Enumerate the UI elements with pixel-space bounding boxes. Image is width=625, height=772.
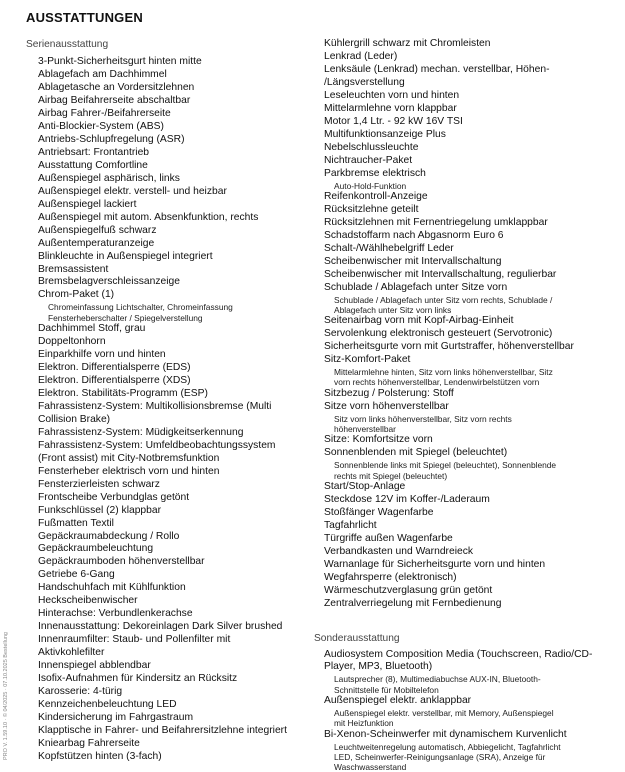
- equipment-item: Rücksitzlehne geteilt: [324, 203, 419, 215]
- equipment-item: Türgriffe außen Wagenfarbe: [324, 532, 453, 544]
- equipment-item: Kindersicherung im Fahrgastraum: [38, 712, 194, 724]
- equipment-item: Rücksitzlehnen mit Fernentriegelung umklappbar: [324, 216, 548, 228]
- equipment-item: Motor 1,4 Ltr. - 92 kW 16V TSI: [324, 115, 463, 127]
- equipment-item: Zentralverriegelung mit Fernbedienung: [324, 597, 502, 609]
- equipment-item: Wegfahrsperre (elektronisch): [324, 571, 457, 583]
- equipment-item: /Längsverstellung: [324, 76, 405, 88]
- equipment-item: Hinterachse: Verbundlenkerachse: [38, 608, 193, 620]
- equipment-detail: vorn rechts höhenverstellbar, Lendenwirbelstützen vorn: [334, 377, 540, 388]
- equipment-item: Audiosystem Composition Media (Touchscreen, Radio/CD-: [324, 648, 593, 660]
- equipment-item: (Front assist) mit City-Notbremsfunktion: [38, 452, 220, 464]
- equipment-item: Getriebe 6-Gang: [38, 569, 115, 581]
- equipment-item: Player, MP3, Bluetooth): [324, 661, 433, 673]
- equipment-item: Ablagetasche an Vordersitzlehnen: [38, 81, 195, 93]
- equipment-item: Fensterzierleisten schwarz: [38, 478, 160, 490]
- equipment-item: Tagfahrlicht: [324, 519, 377, 531]
- left-equipment-list: [38, 56, 310, 764]
- equipment-item: Innenraumfilter: Staub- und Pollenfilter mit: [38, 634, 231, 646]
- equipment-item: Gepäckraumbeleuchtung: [38, 543, 154, 555]
- equipment-item: Collision Brake): [38, 413, 111, 425]
- equipment-item: Sicherheitsgurte vorn mit Gurtstraffer, höhenverstellbar: [324, 341, 574, 353]
- equipment-item: Klapptische in Fahrer- und Beifahrersitzlehne integriert: [38, 725, 287, 737]
- equipment-item: Chrom-Paket (1): [38, 289, 115, 301]
- equipment-item: Mittelarmlehne vorn klappbar: [324, 102, 457, 114]
- equipment-item: Frontscheibe Verbundglas getönt: [38, 491, 190, 503]
- equipment-item: Multifunktionsanzeige Plus: [324, 128, 446, 140]
- equipment-item: Isofix-Aufnahmen für Kindersitz an Rücksitz: [38, 673, 238, 685]
- equipment-item: Verbandkasten und Warndreieck: [324, 545, 474, 557]
- equipment-item: Wärmeschutzverglasung grün getönt: [324, 584, 493, 596]
- equipment-item: Leseleuchten vorn und hinten: [324, 89, 460, 101]
- equipment-detail: mit Heizfunktion: [334, 718, 394, 729]
- serienausstattung-heading: Serienausstattung: [26, 39, 109, 50]
- sonder-equipment-list: [324, 649, 614, 772]
- equipment-item: Nichtraucher-Paket: [324, 154, 413, 166]
- equipment-item: Schublade / Ablagefach unter Sitze vorn: [324, 281, 508, 293]
- equipment-item: Servolenkung elektronisch gesteuert (Servotronic): [324, 328, 553, 340]
- equipment-item: Start/Stop-Anlage: [324, 480, 406, 492]
- equipment-item: Schadstoffarm nach Abgasnorm Euro 6: [324, 229, 504, 241]
- equipment-item: Außenspiegel asphärisch, links: [38, 172, 180, 184]
- equipment-item: Kniearbag Fahrerseite: [38, 738, 140, 749]
- equipment-detail: Lautsprecher (8), Multimediabuchse AUX-IN, Bluetooth-: [334, 674, 541, 685]
- equipment-item: Gepäckraumabdeckung / Rollo: [38, 530, 180, 542]
- equipment-detail: Sitz vorn links höhenverstellbar, Sitz vorn rechts: [334, 413, 512, 424]
- equipment-item: Airbag Beifahrerseite abschaltbar: [38, 94, 191, 106]
- equipment-item: Elektron. Differentialsperre (XDS): [38, 374, 191, 386]
- equipment-item: Einparkhilfe vorn und hinten: [38, 348, 166, 360]
- equipment-item: Nebelschlussleuchte: [324, 141, 419, 153]
- equipment-detail: Außenspiegel elektr. verstellbar, mit Memory, Außenspiegel: [334, 708, 554, 719]
- equipment-item: Lenksäule (Lenkrad) mechan. verstellbar, Höhen-: [324, 63, 550, 75]
- equipment-detail: Waschwasserstand: [334, 762, 407, 772]
- equipment-item: Außenspiegelfuß schwarz: [38, 224, 157, 236]
- equipment-item: Außenspiegel elektr. verstell- und heizbar: [38, 185, 227, 197]
- equipment-item: Handschuhfach mit Kühlfunktion: [38, 582, 186, 594]
- equipment-item: Karosserie: 4-türig: [38, 686, 123, 698]
- equipment-item: Fußmatten Textil: [38, 517, 114, 529]
- equipment-item: Parkbremse elektrisch: [324, 167, 426, 179]
- equipment-detail: Leuchtweitenregelung automatisch, Abbiegelicht, Tagfahrlicht: [334, 741, 561, 752]
- equipment-item: Steckdose 12V im Koffer-/Laderaum: [324, 493, 490, 505]
- equipment-item: Bi-Xenon-Scheinwerfer mit dynamischem Kurvenlicht: [324, 728, 567, 740]
- equipment-item: Seitenairbag vorn mit Kopf-Airbag-Einheit: [324, 315, 514, 327]
- equipment-item: Ausstattung Comfortline: [38, 159, 148, 171]
- equipment-item: Blinkleuchte in Außenspiegel integriert: [38, 250, 213, 262]
- equipment-item: Fahrassistenz-System: Müdigkeitserkennung: [38, 426, 244, 438]
- equipment-detail: Schnittstelle für Mobiltelefon: [334, 684, 439, 695]
- equipment-detail: LED, Scheinwerfer-Reinigungsanlage (SRA), Anzeige für: [334, 751, 546, 762]
- equipment-item: Gepäckraumboden höhenverstellbar: [38, 556, 205, 568]
- equipment-item: Bremsassistent: [38, 263, 109, 275]
- equipment-item: 3-Punkt-Sicherheitsgurt hinten mitte: [38, 56, 202, 67]
- equipment-item: Sitze vorn höhenverstellbar: [324, 400, 449, 412]
- equipment-item: Anti-Blockier-System (ABS): [38, 120, 164, 132]
- equipment-item: Sonnenblenden mit Spiegel (beleuchtet): [324, 447, 508, 459]
- equipment-detail: Sonnenblende links mit Spiegel (beleuchtet), Sonnenblende: [334, 460, 557, 471]
- equipment-item: Fensterheber elektrisch vorn und hinten: [38, 465, 220, 477]
- equipment-item: Fahrassistenz-System: Multikollisionsbremse (Multi: [38, 400, 272, 412]
- equipment-item: Innenspiegel abblendbar: [38, 660, 151, 672]
- equipment-detail: Schublade / Ablagefach unter Sitz vorn rechts, Schublade /: [334, 294, 553, 305]
- equipment-detail: Mittelarmlehne hinten, Sitz vorn links höhenverstellbar, Sitz: [334, 367, 553, 378]
- equipment-detail: Chromeinfassung Lichtschalter, Chromeinfassung: [48, 302, 233, 313]
- equipment-detail: Auto-Hold-Funktion: [334, 180, 407, 191]
- equipment-detail: höhenverstellbar: [334, 424, 396, 434]
- equipment-item: Aktivkohlefilter: [38, 647, 105, 659]
- equipment-item: Außenspiegel mit autom. Absenkfunktion, rechts: [38, 211, 259, 223]
- equipment-item: Scheibenwischer mit Intervallschaltung, regulierbar: [324, 268, 557, 280]
- left-column: [26, 38, 310, 764]
- equipment-item: Bremsbelagverschleissanzeige: [38, 276, 180, 288]
- equipment-item: Schalt-/Wählhebelgriff Leder: [324, 242, 454, 254]
- equipment-item: Reifenkontroll-Anzeige: [324, 190, 428, 202]
- equipment-item: Kopfstützen hinten (3-fach): [38, 750, 162, 762]
- equipment-item: Fahrassistenz-System: Umfeldbeobachtungssystem: [38, 439, 276, 451]
- equipment-item: Elektron. Stabilitäts-Programm (ESP): [38, 387, 208, 399]
- equipment-item: Innenausstattung: Dekoreinlagen Dark Silver brushed: [38, 621, 283, 633]
- equipment-item: Kühlergrill schwarz mit Chromleisten: [324, 38, 491, 49]
- equipment-item: Sitze: Komfortsitze vorn: [324, 434, 433, 446]
- right-equipment-list: [324, 38, 614, 611]
- equipment-item: Scheibenwischer mit Intervallschaltung: [324, 255, 502, 267]
- equipment-item: Sitzbezug / Polsterung: Stoff: [324, 387, 454, 399]
- equipment-item: Funkschlüssel (2) klappbar: [38, 504, 162, 516]
- sonderausstattung-heading: Sonderausstattung: [314, 632, 400, 644]
- equipment-item: Außentemperaturanzeige: [38, 237, 155, 249]
- equipment-item: Antriebsart: Frontantrieb: [38, 146, 150, 158]
- right-column: [314, 38, 614, 772]
- equipment-item: Kennzeichenbeleuchtung LED: [38, 699, 177, 711]
- equipment-item: Außenspiegel lackiert: [38, 198, 137, 210]
- equipment-detail: Ablagefach unter Sitz vorn links: [334, 305, 452, 315]
- equipment-item: Außenspiegel elektr. anklappbar: [324, 695, 472, 707]
- equipment-detail: Fensterheberschalter / Spiegelverstellung: [48, 312, 203, 323]
- equipment-item: Heckscheibenwischer: [38, 595, 138, 607]
- equipment-detail: rechts mit Spiegel (beleuchtet): [334, 470, 448, 481]
- equipment-item: Elektron. Differentialsperre (EDS): [38, 361, 191, 373]
- equipment-item: Ablagefach am Dachhimmel: [38, 68, 167, 80]
- page-title: AUSSTATTUNGEN: [26, 10, 143, 25]
- equipment-item: Stoßfänger Wagenfarbe: [324, 506, 434, 518]
- margin-note: PRO V. 1.59.10 · © 04/2025 · 07.10.2025 Bestellung: [3, 632, 9, 760]
- equipment-item: Dachhimmel Stoff, grau: [38, 323, 146, 334]
- equipment-item: Doppeltonhorn: [38, 335, 106, 347]
- equipment-item: Lenkrad (Leder): [324, 50, 398, 62]
- equipment-item: Antriebs-Schlupfregelung (ASR): [38, 133, 185, 145]
- equipment-item: Warnanlage für Sicherheitsgurte vorn und hinten: [324, 558, 546, 570]
- equipment-item: Airbag Fahrer-/Beifahrerseite: [38, 107, 171, 119]
- equipment-item: Sitz-Komfort-Paket: [324, 354, 411, 366]
